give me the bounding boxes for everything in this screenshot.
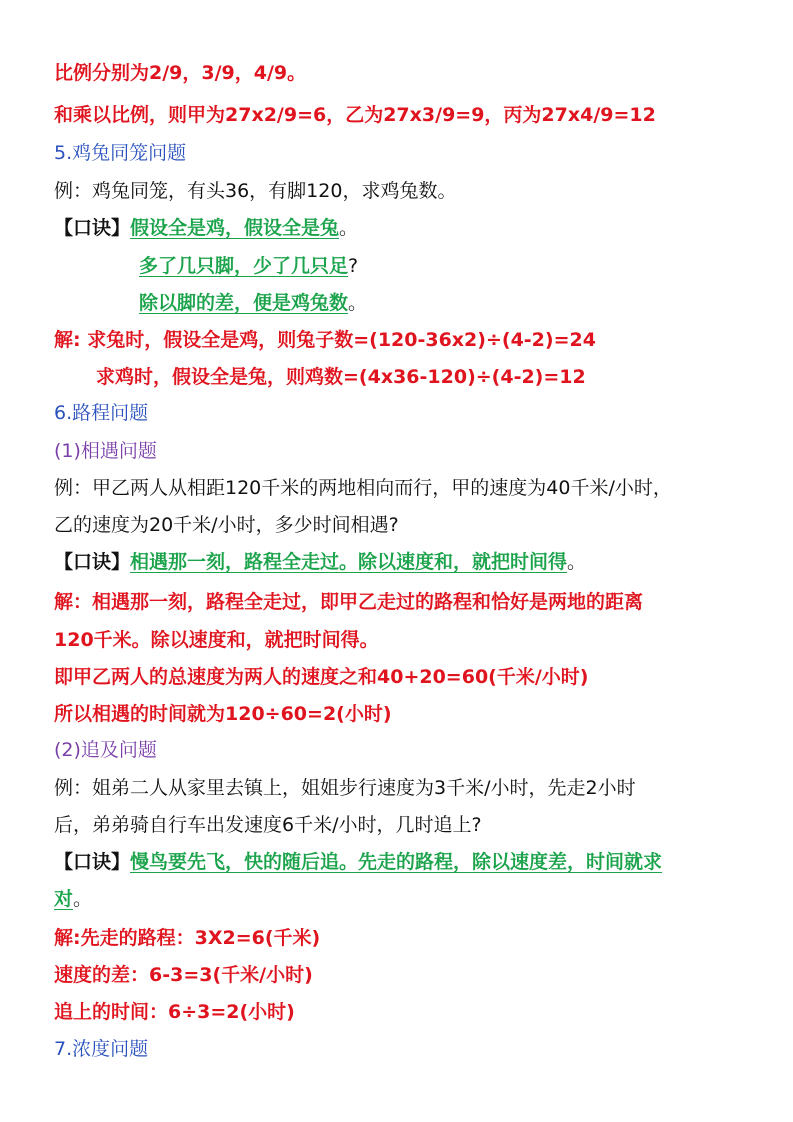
mnemonic-line [54,215,358,241]
section-heading: 7.浓度问题 [54,1038,149,1060]
mnemonic-text: 除以脚的差，便是鸡兔数 [139,292,349,314]
solution-text: 追上的时间：6÷3=2(小时) [54,1001,295,1023]
punctuation: 。 [339,217,359,239]
solution-text: 速度的差：6-3=3(千米/小时) [54,964,313,986]
section-heading: 5.鸡兔同笼问题 [54,142,187,164]
punctuation: 。 [73,888,93,910]
subsection-heading: (2)追及问题 [54,739,157,761]
text-line: 和乘以比例，则甲为27x2/9=6，乙为27x3/9=9，丙为27x4/9=12 [54,104,656,126]
mnemonic-text: 假设全是鸡，假设全是兔 [130,217,340,239]
solution-text: 所以相遇的时间就为120÷60=2(小时) [54,703,392,725]
mnemonic-line [54,886,92,912]
punctuation: 。 [348,292,368,314]
mnemonic-text: 对 [54,888,74,910]
solution-text: 解: 求兔时，假设全是鸡，则兔子数=(120-36x2)÷(4-2)=24 [54,329,596,351]
mnemonic-line [139,290,367,316]
example-text: 乙的速度为20千米/小时，多少时间相遇? [54,514,399,536]
punctuation: ? [348,255,359,277]
example-text: 例：甲乙两人从相距120千米的两地相向而行，甲的速度为40千米/小时， [54,477,672,499]
mnemonic-line [139,253,358,279]
mnemonic-label: 【口诀】 [54,551,131,573]
example-text: 后，弟弟骑自行车出发速度6千米/小时，几时追上? [54,814,482,836]
mnemonic-text: 相遇那一刻，路程全走过。除以速度和，就把时间得 [130,551,568,573]
mnemonic-line [54,549,586,575]
solution-text: 120千米。除以速度和，就把时间得。 [54,629,379,651]
mnemonic-line [54,849,662,875]
example-text: 例：姐弟二人从家里去镇上，姐姐步行速度为3千米/小时，先走2小时 [54,777,636,799]
subsection-heading: (1)相遇问题 [54,440,157,462]
solution-text: 即甲乙两人的总速度为两人的速度之和40+20=60(千米/小时) [54,666,589,688]
solution-text: 求鸡时，假设全是兔，则鸡数=(4x36-120)÷(4-2)=12 [96,366,586,388]
mnemonic-text: 慢鸟要先飞，快的随后追。先走的路程，除以速度差，时间就求 [130,851,663,873]
punctuation: 。 [567,551,587,573]
section-heading: 6.路程问题 [54,402,149,424]
example-text: 例：鸡兔同笼，有头36，有脚120，求鸡兔数。 [54,180,457,202]
mnemonic-text: 多了几只脚，少了几只足 [139,255,349,277]
solution-text: 解：相遇那一刻，路程全走过，即甲乙走过的路程和恰好是两地的距离 [54,591,644,613]
text-line: 比例分别为2/9，3/9，4/9。 [54,62,307,84]
mnemonic-label: 【口诀】 [54,851,131,873]
mnemonic-label: 【口诀】 [54,217,131,239]
solution-text: 解:先走的路程：3X2=6(千米) [54,927,321,949]
